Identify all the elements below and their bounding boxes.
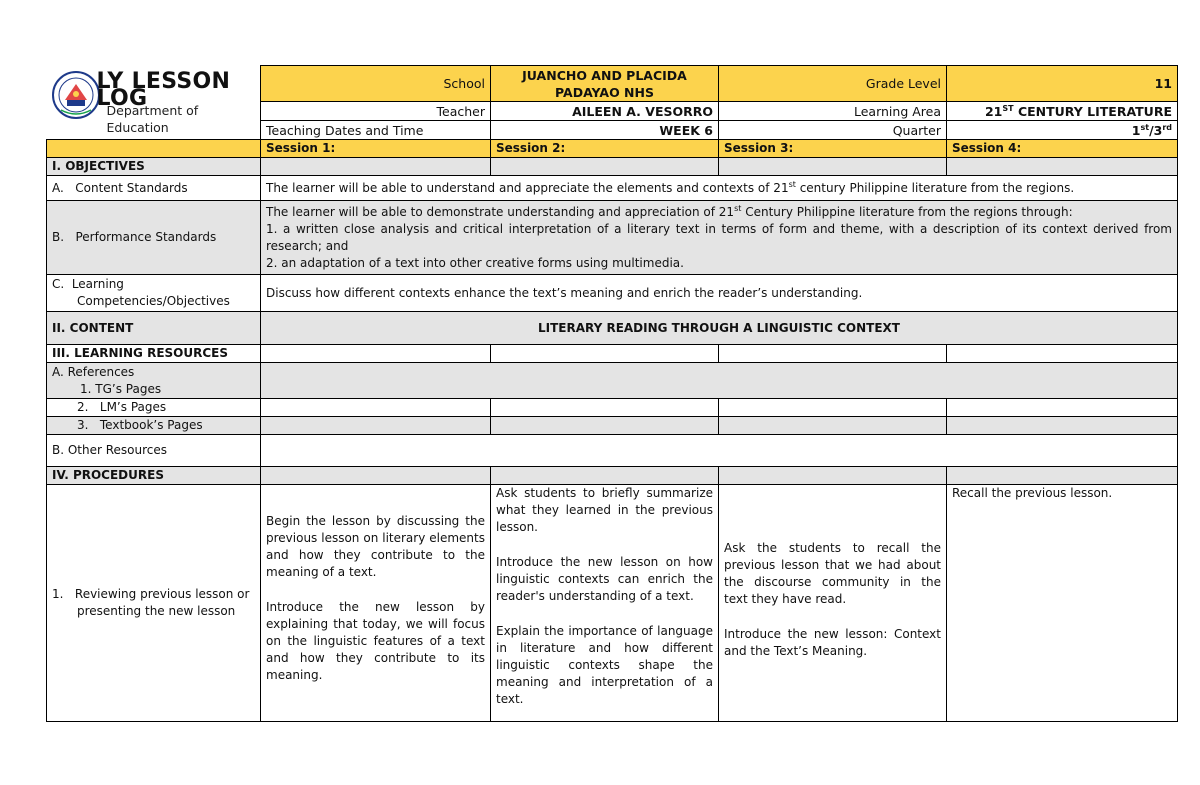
session-3-procedure: Ask the students to recall the previous lesson that we had about the discourse community in the text they have read. Introduce the new lesson: Context and the Text’s Meaning. (719, 485, 947, 722)
procedures-heading: IV. PROCEDURES (47, 467, 261, 485)
competencies-value: Discuss how different contexts enhance the text’s meaning and enrich the reader’s understanding. (261, 275, 1178, 312)
quarter-label: Quarter (719, 121, 947, 140)
lesson-log-title: LY LESSON LOG (96, 68, 231, 111)
session-2-procedure: Ask students to briefly summarize what they learned in the previous lesson. Introduce the new lesson on how linguistic contexts can enrich the reader's understanding of a text. Explain the importance of language in literature and how different linguistic contexts shape the meaning and interpretation of a text. (491, 485, 719, 722)
department-name: Department of Education (106, 102, 199, 135)
session-1-header: Session 1: (261, 140, 491, 158)
learning-area-label: Learning Area (719, 102, 947, 121)
learning-area-value: 21ST CENTURY LITERATURE (947, 102, 1178, 121)
other-resources-label: B. Other Resources (47, 435, 261, 467)
competencies-label: C. Learning Competencies/Objectives (47, 275, 261, 312)
content-value: LITERARY READING THROUGH A LINGUISTIC CONTEXT (261, 312, 1178, 345)
objectives-cell (947, 158, 1178, 176)
teacher-value: AILEEN A. VESORRO (491, 102, 719, 121)
school-value: JUANCHO AND PLACIDA PADAYAO NHS (491, 66, 719, 102)
resources-cell (719, 345, 947, 363)
lm-pages-cell (491, 399, 719, 417)
session-2-header: Session 2: (491, 140, 719, 158)
objectives-cell (491, 158, 719, 176)
textbook-pages-cell (261, 417, 491, 435)
content-standards-label: A. Content Standards (47, 176, 261, 201)
school-label: School (261, 66, 491, 102)
procedures-cell (947, 467, 1178, 485)
textbook-pages-cell (719, 417, 947, 435)
content-heading: II. CONTENT (47, 312, 261, 345)
performance-standards-label: B. Performance Standards (47, 201, 261, 275)
session-4-header: Session 4: (947, 140, 1178, 158)
grade-level-label: Grade Level (719, 66, 947, 102)
objectives-cell (719, 158, 947, 176)
teacher-label: Teacher (261, 102, 491, 121)
objectives-cell (261, 158, 491, 176)
grade-level-value: 11 (947, 66, 1178, 102)
performance-standards-value: The learner will be able to demonstrate understanding and appreciation of 21st Century Philippine literature from the regions through: 1. a written close analysis and critical interpretation of a literary text in terms of form and theme, with a description of its context derived from research; and 2. an adaptation of a text into other creative forms using multimedia. (261, 201, 1178, 275)
textbook-pages-cell (947, 417, 1178, 435)
lm-pages-cell (261, 399, 491, 417)
other-resources-value (261, 435, 1178, 467)
reviewing-label: 1. Reviewing previous lesson or presenting the new lesson (47, 485, 261, 722)
session-header-blank (47, 140, 261, 158)
teaching-dates-label: Teaching Dates and Time (261, 121, 491, 140)
procedures-cell (491, 467, 719, 485)
objectives-heading: I. OBJECTIVES (47, 158, 261, 176)
textbook-pages-label: 3. Textbook’s Pages (47, 417, 261, 435)
deped-seal-icon (51, 70, 101, 120)
teaching-dates-value: WEEK 6 (491, 121, 719, 140)
lm-pages-label: 2. LM’s Pages (47, 399, 261, 417)
session-3-header: Session 3: (719, 140, 947, 158)
session-1-procedure: Begin the lesson by discussing the previous lesson on literary elements and how they contribute to the meaning of a text. Introduce the new lesson by explaining that today, we will focus on the linguistic features of a text and how they contribute to its meaning. (261, 485, 491, 722)
session-4-procedure: Recall the previous lesson. (947, 485, 1178, 722)
references-label: A. References 1. TG’s Pages (47, 363, 261, 399)
header-logo-area (47, 66, 261, 140)
procedures-cell (261, 467, 491, 485)
lm-pages-cell (719, 399, 947, 417)
references-value (261, 363, 1178, 399)
resources-cell (491, 345, 719, 363)
daily-lesson-log (46, 65, 1177, 722)
textbook-pages-cell (491, 417, 719, 435)
lm-pages-cell (947, 399, 1178, 417)
learning-resources-heading: III. LEARNING RESOURCES (47, 345, 261, 363)
resources-cell (261, 345, 491, 363)
procedures-cell (719, 467, 947, 485)
content-standards-value: The learner will be able to understand and appreciate the elements and contexts of 21st century Philippine literature from the regions. (261, 176, 1178, 201)
quarter-value: 1st/3rd (947, 121, 1178, 140)
resources-cell (947, 345, 1178, 363)
